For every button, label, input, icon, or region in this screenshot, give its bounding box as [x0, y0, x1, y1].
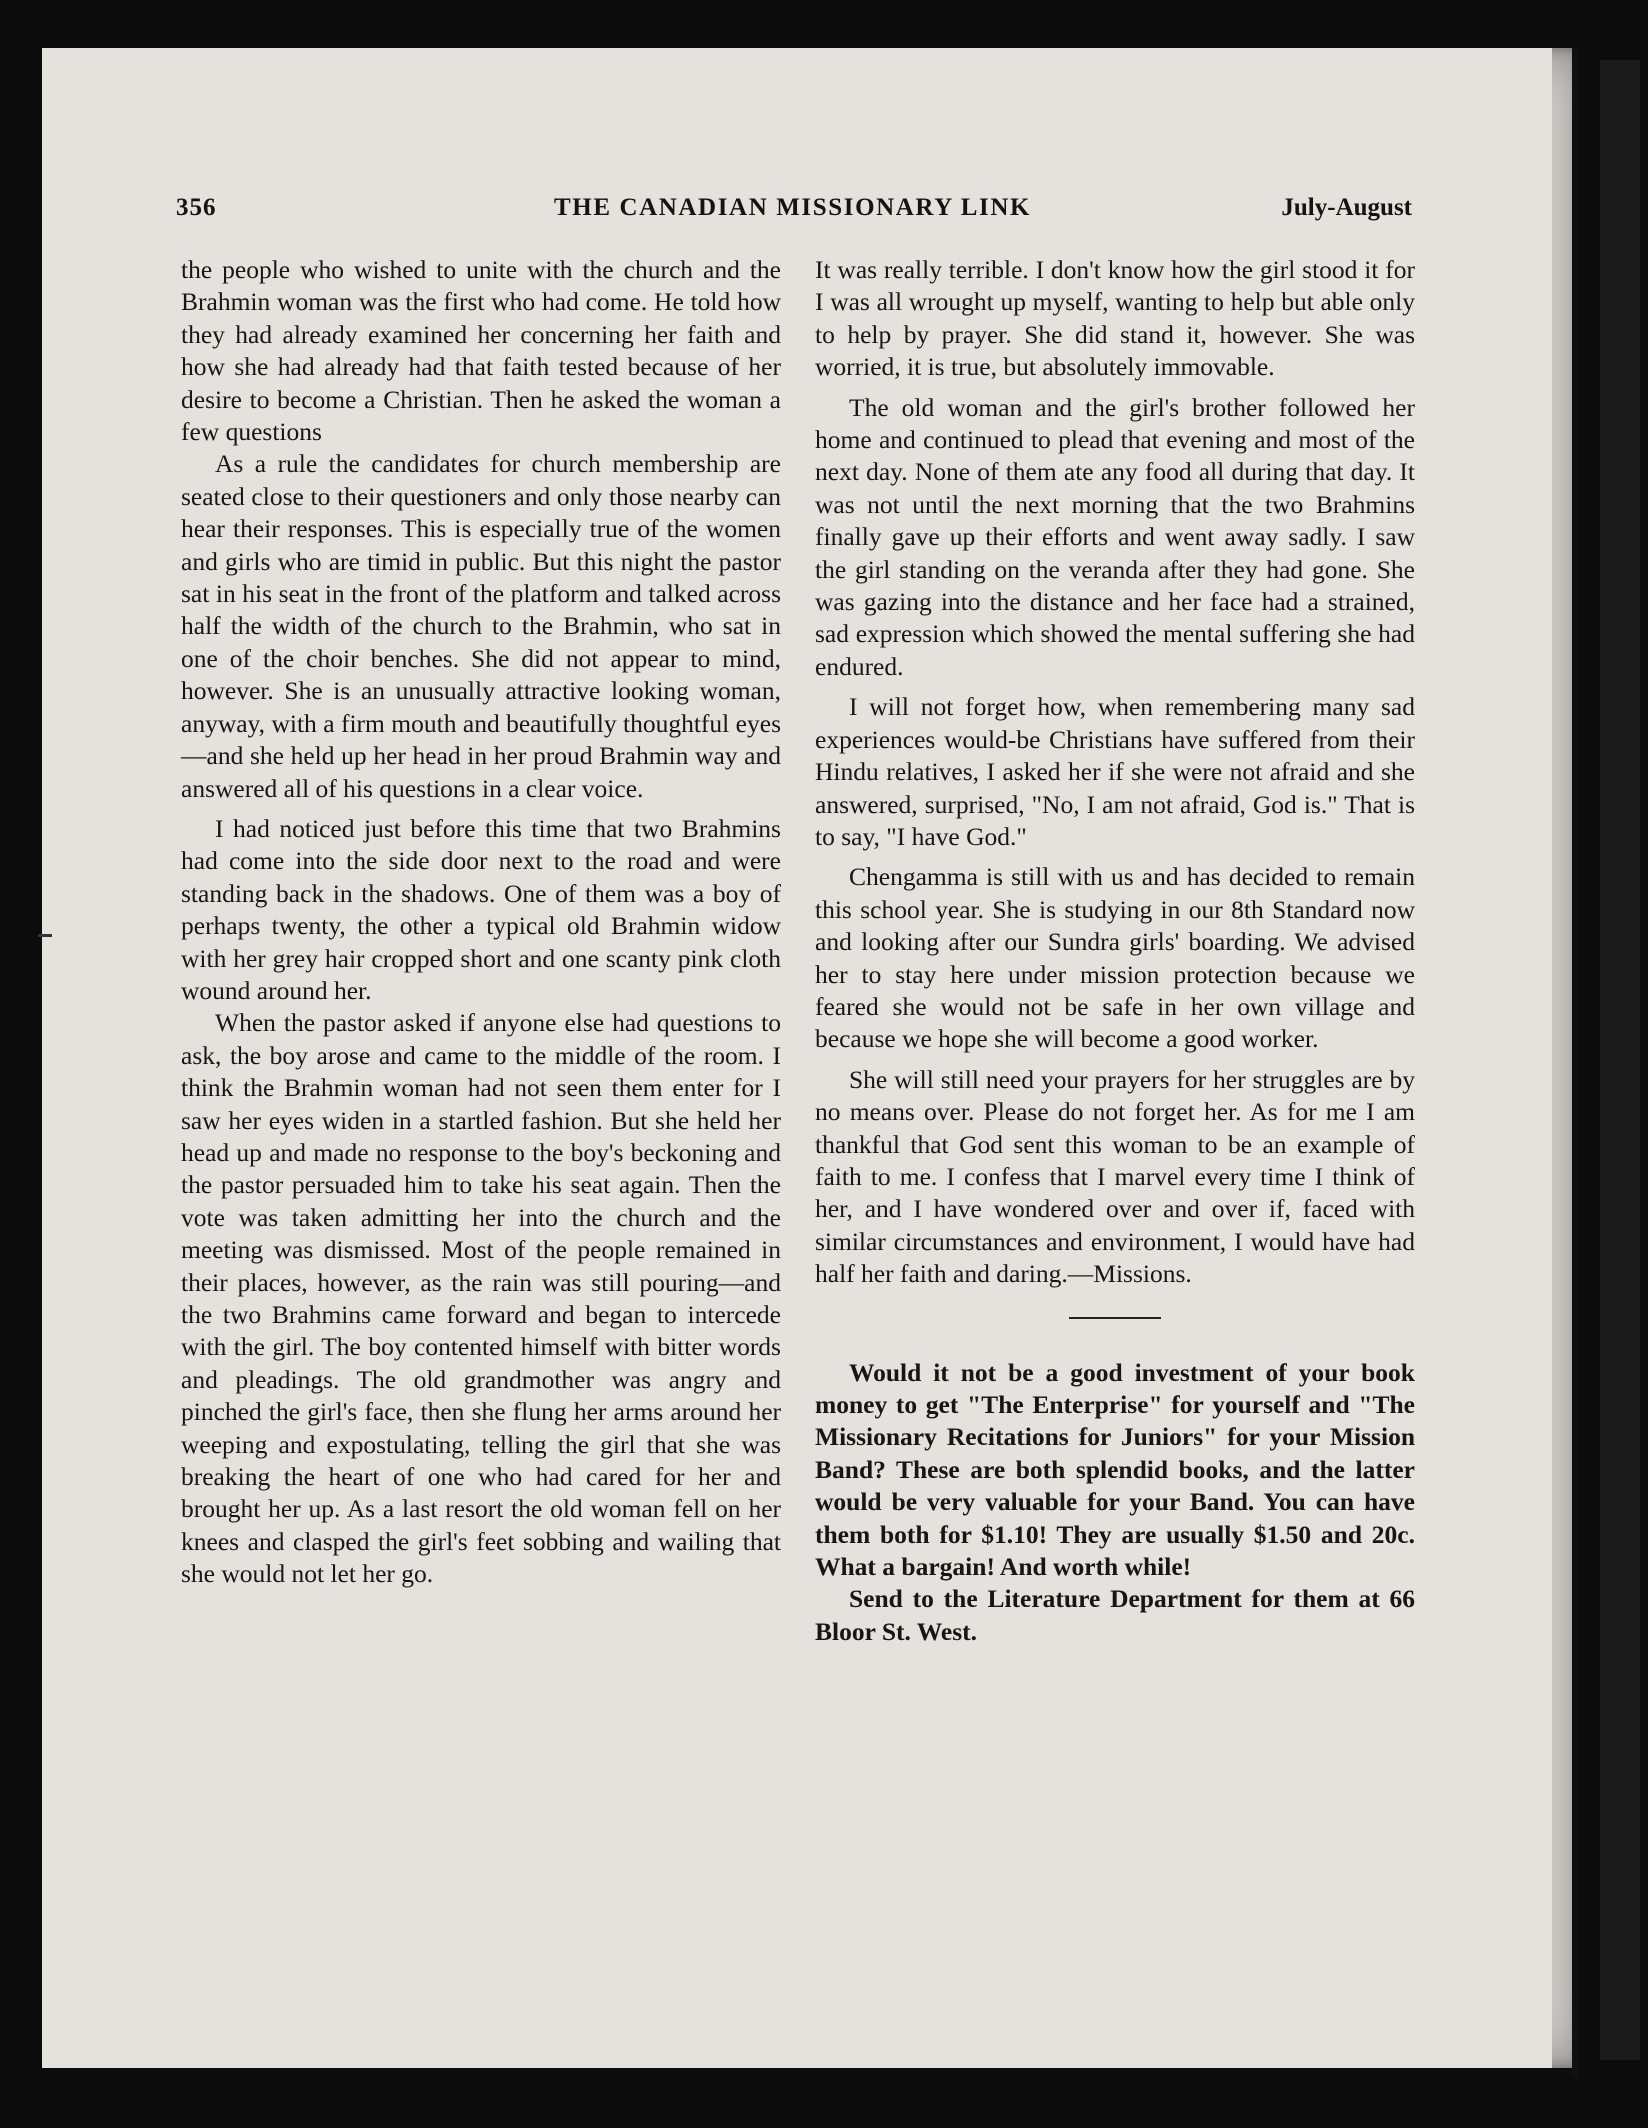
paragraph: I will not forget how, when remembering many sad experiences would-be Christians have suffered from their Hindu relatives, I asked her if she were not afraid and she answered, surprised, "No, I am not afraid, God is." That is to say, "I have God." — [815, 692, 1415, 851]
left-column — [181, 254, 781, 1591]
paragraph: She will still need your prayers for her struggles are by no means over. Please do not forget her. As for me I am thankful that God sent this woman to be an example of faith to me. I confess that I marvel every time I think of her, and I have wondered over and over if, faced with similar circumstances and environment, I would have had half her faith and daring.—Missions. — [815, 1064, 1415, 1289]
section-divider — [1069, 1317, 1161, 1319]
issue-date: July-August — [1281, 194, 1412, 221]
book-notice — [815, 1357, 1415, 1649]
notice-paragraph: Send to the Literature Department for them at 66 Bloor St. West. — [815, 1584, 1415, 1646]
paragraph: I had noticed just before this time that two Brahmins had come into the side door next to the road and were standing back in the shadows. One of them was a boy of perhaps twenty, the other a typical old Brahmin widow with her grey hair cropped short and one scanty pink cloth wound around her. — [181, 813, 781, 1005]
facing-page-strip — [1600, 60, 1640, 2060]
paragraph: It was really terrible. I don't know how the girl stood it for I was all wrought up myself, wanting to help but able only to help by prayer. She did stand it, however. She was worried, it is true, but absolutely immovable. — [815, 255, 1415, 382]
paragraph: Chengamma is still with us and has decided to remain this school year. She is studying in our 8th Standard now and looking after our Sundra girls' boarding. We advised her to stay here under mission protection because we feared she would not be safe in her own village and because we hope she will become a good worker. — [815, 862, 1415, 1054]
notice-paragraph: Would it not be a good investment of your book money to get "The Enterprise" for yourself and "The Missionary Recitations for Juniors" for your Mission Band? These are both splendid books, and the latter would be very valuable for your Band. You can have them both for $1.10! They are usually $1.50 and 20c. What a bargain! And worth while! — [815, 1357, 1415, 1582]
journal-title: THE CANADIAN MISSIONARY LINK — [554, 194, 1032, 221]
paragraph: When the pastor asked if anyone else had questions to ask, the boy arose and came to the middle of the room. I think the Brahmin woman had not seen them enter for I saw her eyes widen in a startled fashion. But she held her head up and made no response to the boy's beckoning and the pastor persuaded him to take his seat again. Then the vote was taken admitting her into the church and the meeting was dismissed. Most of the people remained in their places, however, as the rain was still pouring—and the two Brahmins came forward and began to intercede with the girl. The boy contented himself with bitter words and pleadings. The old grandmother was angry and pinched the girl's face, then she flung her arms around her weeping and expostulating, telling the girl that she was breaking the heart of one who had cared for her and brought her up. As a last resort the old woman fell on her knees and clasped the girl's feet sobbing and wailing that she would not let her go. — [181, 1008, 781, 1589]
page-number: 356 — [176, 194, 217, 221]
paragraph: As a rule the candidates for church membership are seated close to their questioners and only those nearby can hear their responses. This is especially true of the women and girls who are timid in public. But this night the pastor sat in his seat in the front of the platform and talked across half the width of the church to the Brahmin, who sat in one of the choir benches. She did not appear to mind, however. She is an unusually attractive looking woman, anyway, with a firm mouth and beautifully thoughtful eyes—and she held up her head in her proud Brahmin way and answered all of his questions in a clear voice. — [181, 449, 781, 803]
margin-mark — [38, 934, 52, 937]
running-header — [176, 194, 1412, 230]
paragraph: the people who wished to unite with the church and the Brahmin woman was the first who had come. He told how they had already examined her concerning her faith and how she had already had that faith tested because of her desire to become a Christian. Then he asked the woman a few questions — [181, 255, 781, 447]
paragraph: The old woman and the girl's brother followed her home and continued to plead that evening and most of the next day. None of them ate any food all during that day. It was not until the next morning that the two Brahmins finally gave up their efforts and went away sadly. I saw the girl standing on the veranda after they had gone. She was gazing into the distance and her face had a strained, sad expression which showed the mental suffering she had endured. — [815, 392, 1415, 681]
right-column — [815, 254, 1415, 1648]
